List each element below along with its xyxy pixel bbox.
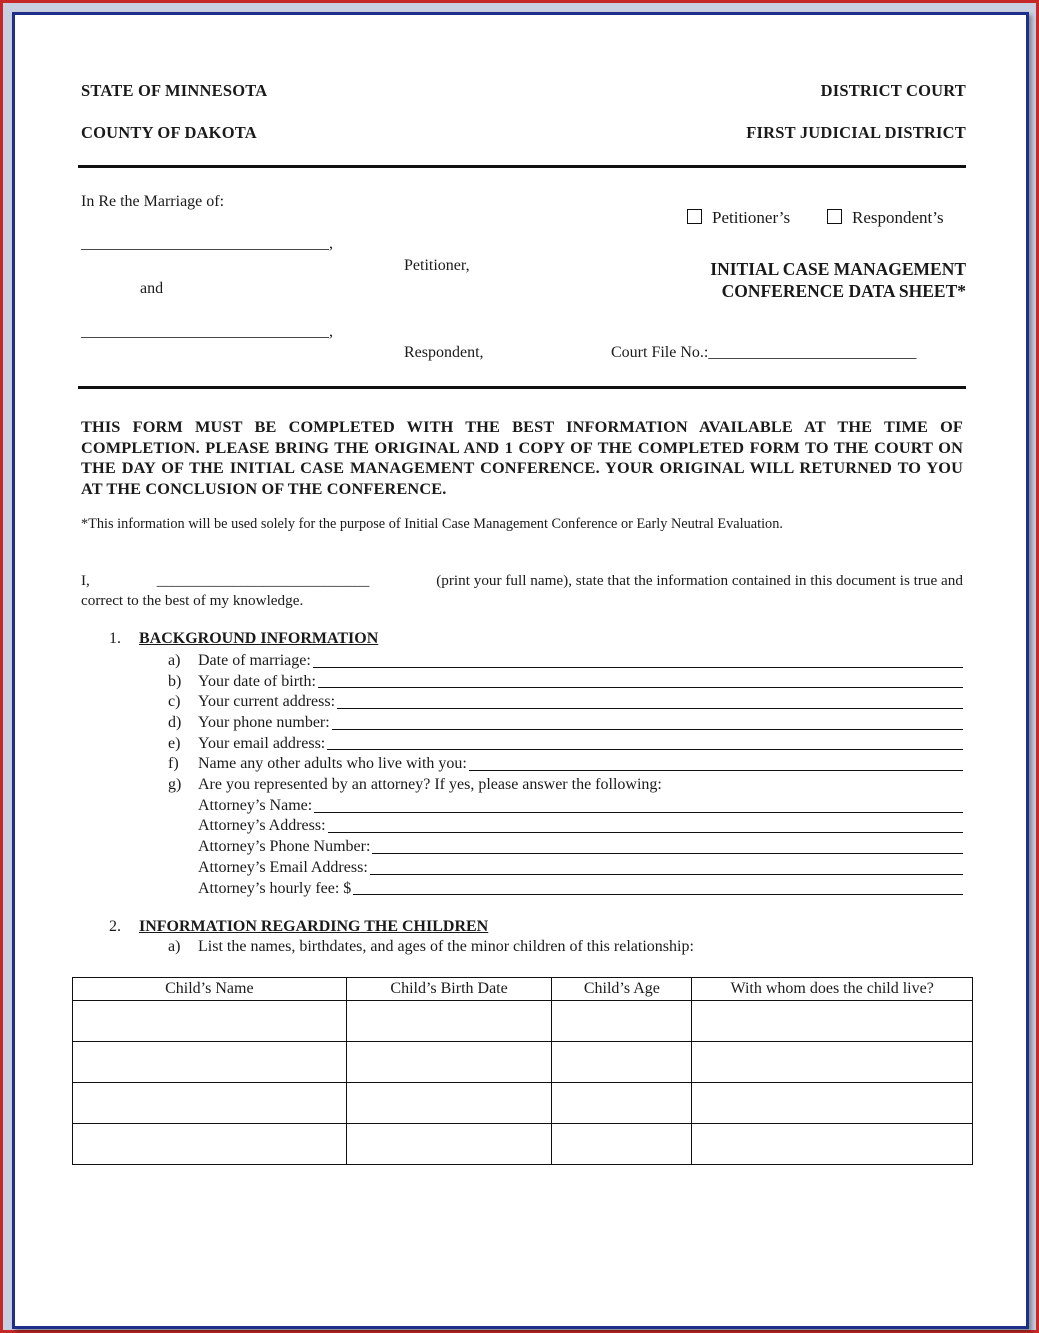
item-label: Date of marriage:: [198, 651, 311, 669]
section2-item-a-letter: a): [168, 938, 181, 955]
attorney-label: Attorney’s Phone Number:: [198, 838, 371, 856]
background-item[interactable]: [168, 734, 963, 755]
children-table: [72, 977, 973, 1165]
in-re-label: In Re the Marriage of:: [81, 193, 225, 210]
attorney-name-field[interactable]: [314, 812, 963, 813]
attestation-prefix: I,: [81, 572, 90, 589]
table-cell[interactable]: [692, 1083, 973, 1124]
attorney-label: Attorney’s Address:: [198, 817, 326, 835]
item-label: Are you represented by an attorney? If yes, please answer the following:: [198, 776, 662, 794]
table-cell[interactable]: [692, 1042, 973, 1083]
item-label: Name any other adults who live with you:: [198, 755, 467, 773]
item-label: Your email address:: [198, 734, 326, 752]
item-letter: e): [168, 734, 181, 752]
table-cell[interactable]: [552, 1083, 692, 1124]
caption-divider: [78, 386, 966, 389]
item-letter: a): [168, 651, 181, 669]
children-table-header: [73, 978, 973, 1001]
attestation-line1: [81, 571, 963, 591]
table-cell[interactable]: [346, 1083, 552, 1124]
attorney-phone-field[interactable]: [372, 853, 963, 854]
section2-title: INFORMATION REGARDING THE CHILDREN: [139, 918, 489, 935]
county-label: COUNTY OF DAKOTA: [81, 123, 257, 142]
attorney-item[interactable]: [168, 858, 963, 879]
item-letter: b): [168, 672, 182, 690]
item-letter: f): [168, 755, 179, 773]
table-cell[interactable]: [346, 1001, 552, 1042]
form-title: [710, 258, 966, 302]
respondent-checkbox-label: Respondent’s: [852, 208, 944, 227]
date-of-marriage-field[interactable]: [313, 667, 963, 668]
petitioner-label: Petitioner,: [404, 257, 470, 274]
petitioner-checkbox-label: Petitioner’s: [712, 208, 791, 227]
attorney-item[interactable]: [168, 796, 963, 817]
table-cell[interactable]: [346, 1124, 552, 1165]
respondent-name-blank[interactable]: _______________________________,: [81, 323, 333, 340]
phone-number-field[interactable]: [332, 729, 963, 730]
item-label: Your phone number:: [198, 714, 330, 732]
email-address-field[interactable]: [327, 749, 963, 750]
background-item[interactable]: [168, 713, 963, 734]
table-cell[interactable]: [73, 1042, 347, 1083]
instructions-notice: THIS FORM MUST BE COMPLETED WITH THE BEST INFORMATION AVAILABLE AT THE TIME OF COMPLETION. PLEASE BRING THE ORIGINAL AND 1 COPY OF THE COMPLETED FORM TO THE COURT ON THE DAY OF THE INITIAL CASE MANAGEMENT CONFERENCE. YOUR ORIGINAL WILL RETURNED TO YOU AT THE CONCLUSION OF THE CONFERENCE.: [81, 417, 963, 498]
attestation-line2: correct to the best of my knowledge.: [81, 591, 304, 609]
item-letter: c): [168, 693, 181, 711]
col-child-lives-with: With whom does the child live?: [692, 978, 973, 1001]
section1-number: 1.: [109, 630, 121, 647]
full-name-blank[interactable]: ____________________________: [156, 572, 370, 589]
table-cell[interactable]: [552, 1001, 692, 1042]
petitioner-checkbox[interactable]: [687, 209, 702, 224]
background-item[interactable]: [168, 754, 963, 775]
table-cell[interactable]: [346, 1042, 552, 1083]
current-address-field[interactable]: [337, 708, 963, 709]
attestation-paragraph: [81, 571, 963, 610]
header-divider: [78, 165, 966, 168]
attorney-label: Attorney’s Name:: [198, 796, 313, 814]
col-child-name: Child’s Name: [73, 978, 347, 1001]
petitioner-checkbox-group[interactable]: [687, 208, 790, 228]
background-item[interactable]: [168, 692, 963, 713]
court-file-blank[interactable]: __________________________: [708, 344, 917, 361]
and-label: and: [140, 280, 164, 297]
respondent-label: Respondent,: [404, 344, 484, 361]
background-item[interactable]: [168, 651, 963, 672]
item-letter: g): [168, 776, 182, 794]
attorney-label: Attorney’s hourly fee: $: [198, 879, 352, 897]
form-title-line1: INITIAL CASE MANAGEMENT: [710, 259, 966, 279]
footnote: *This information will be used solely for the purpose of Initial Case Management Conference or Early Neutral Evaluation.: [81, 516, 783, 532]
court-label: DISTRICT COURT: [820, 81, 966, 100]
col-child-age: Child’s Age: [552, 978, 692, 1001]
date-of-birth-field[interactable]: [318, 687, 963, 688]
state-label: STATE OF MINNESOTA: [81, 81, 268, 100]
table-cell[interactable]: [73, 1001, 347, 1042]
background-items: [168, 651, 963, 899]
attorney-item[interactable]: [168, 837, 963, 858]
table-cell[interactable]: [552, 1042, 692, 1083]
section1-title: BACKGROUND INFORMATION: [139, 630, 379, 647]
section2-item-a: List the names, birthdates, and ages of the minor children of this relationship:: [198, 938, 694, 955]
attorney-fee-field[interactable]: [353, 894, 963, 895]
item-label: Your current address:: [198, 693, 336, 711]
attorney-item[interactable]: [168, 817, 963, 838]
form-title-line2: CONFERENCE DATA SHEET*: [721, 281, 966, 301]
table-row: [73, 1124, 973, 1165]
attorney-email-field[interactable]: [370, 874, 963, 875]
court-file-label: Court File No.:: [611, 344, 709, 361]
document-page: [12, 12, 1029, 1329]
petitioner-name-blank[interactable]: _______________________________,: [81, 235, 333, 252]
background-item: [168, 775, 963, 796]
table-cell[interactable]: [73, 1124, 347, 1165]
court-file-field[interactable]: [611, 344, 916, 362]
attestation-line1-text: (print your full name), state that the information contained in this document is true and: [436, 572, 963, 589]
table-cell[interactable]: [73, 1083, 347, 1124]
district-label: FIRST JUDICIAL DISTRICT: [746, 123, 966, 142]
background-item[interactable]: [168, 672, 963, 693]
table-row: [73, 1083, 973, 1124]
table-row: [73, 1042, 973, 1083]
attorney-item[interactable]: [168, 879, 963, 900]
attorney-label: Attorney’s Email Address:: [198, 858, 368, 876]
section2-number: 2.: [109, 918, 121, 935]
col-child-birth-date: Child’s Birth Date: [346, 978, 552, 1001]
other-adults-field[interactable]: [469, 770, 963, 771]
attorney-address-field[interactable]: [328, 832, 963, 833]
table-cell[interactable]: [552, 1124, 692, 1165]
item-label: Your date of birth:: [198, 672, 316, 690]
table-cell[interactable]: [692, 1001, 973, 1042]
respondent-checkbox-group[interactable]: [827, 208, 944, 228]
table-row: [73, 1001, 973, 1042]
item-letter: d): [168, 714, 182, 732]
table-cell[interactable]: [692, 1124, 973, 1165]
respondent-checkbox[interactable]: [827, 209, 842, 224]
